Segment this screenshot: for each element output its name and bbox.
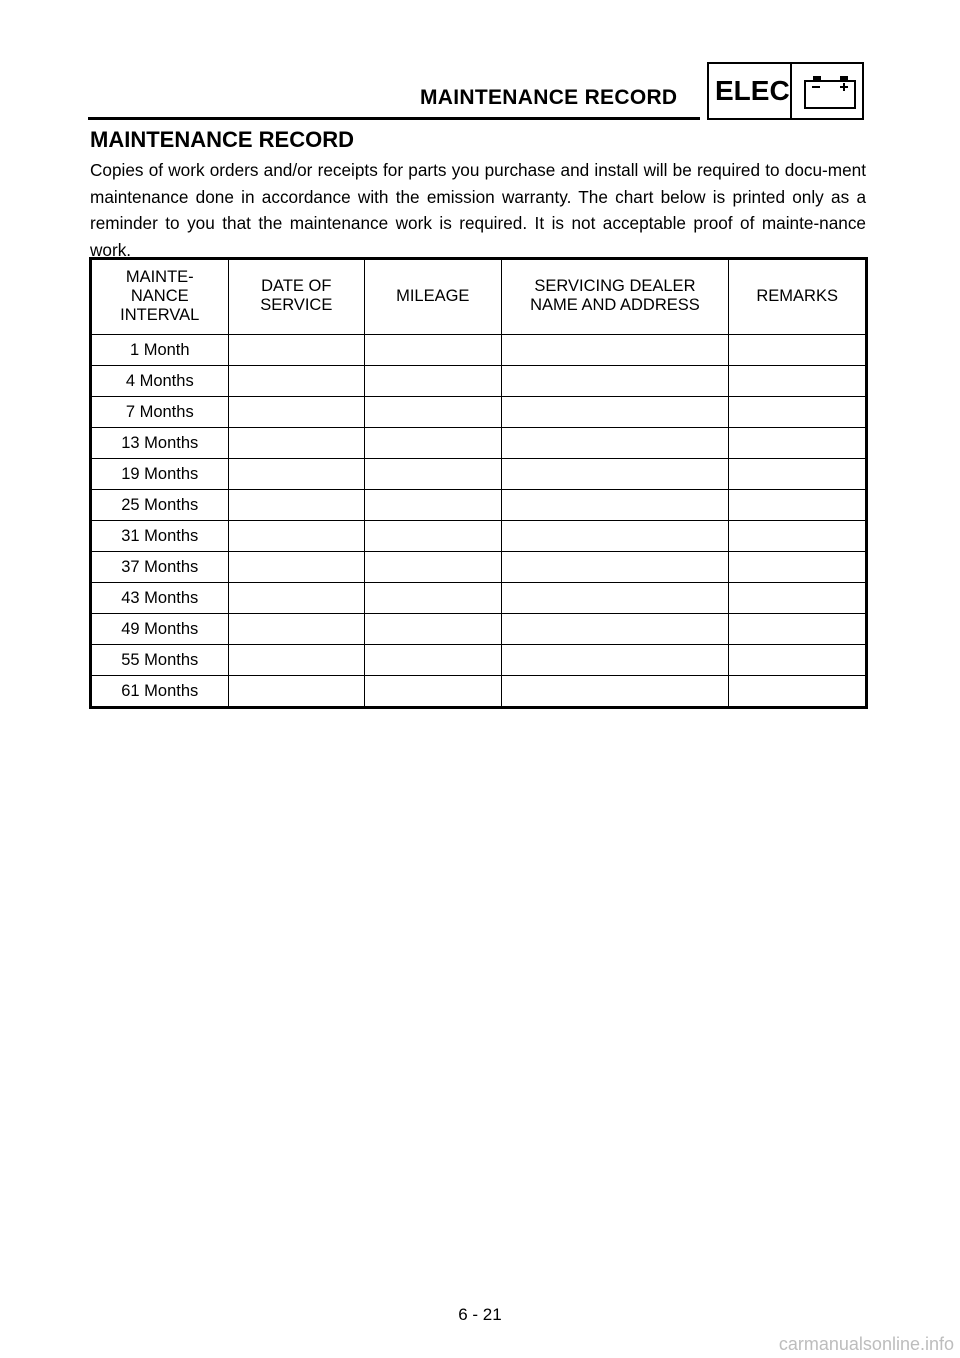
table-row [91,521,867,552]
cell-mileage [365,645,501,676]
maintenance-record-table [89,257,868,709]
section-code-divider [790,64,792,118]
cell-mileage [365,521,501,552]
section-code: ELEC [715,75,790,106]
table-row [91,490,867,521]
cell-remarks [729,521,867,552]
cell-dealer [501,676,729,708]
cell-dealer [501,521,729,552]
cell-mileage [365,366,501,397]
table-row [91,614,867,645]
cell-interval: 49 Months [91,614,229,645]
cell-interval: 19 Months [91,459,229,490]
cell-dealer [501,490,729,521]
cell-date-of-service [228,428,364,459]
cell-interval: 31 Months [91,521,229,552]
cell-interval: 4 Months [91,366,229,397]
table-row [91,459,867,490]
table-row [91,366,867,397]
cell-date-of-service [228,397,364,428]
cell-dealer [501,583,729,614]
column-header-date-of-service: DATE OF SERVICE [228,259,364,335]
battery-icon [803,76,857,110]
column-header-mileage: MILEAGE [365,259,501,335]
cell-interval: 13 Months [91,428,229,459]
watermark: carmanualsonline.info [778,1334,954,1354]
table-row [91,397,867,428]
cell-interval: 25 Months [91,490,229,521]
cell-date-of-service [228,614,364,645]
cell-dealer [501,428,729,459]
cell-dealer [501,366,729,397]
cell-mileage [365,459,501,490]
column-header-interval: MAINTE- NANCE INTERVAL [91,259,229,335]
cell-dealer [501,645,729,676]
cell-interval: 55 Months [91,645,229,676]
page-number: 6 - 21 [458,1305,502,1324]
table-row [91,335,867,366]
cell-remarks [729,366,867,397]
cell-remarks [729,397,867,428]
section-title: MAINTENANCE RECORD [90,127,354,152]
table-row [91,676,867,708]
cell-mileage [365,428,501,459]
cell-remarks [729,335,867,366]
cell-interval: 37 Months [91,552,229,583]
table-row [91,645,867,676]
intro-paragraph: Copies of work orders and/or receipts for parts you purchase and install will be required to docu-ment maintenance done in accordance with the emission warranty. The chart below is printed only as a reminder to you that the maintenance work is required. It is not acceptable proof of mainte-nance work. [90,160,866,260]
section-code-box [707,62,864,120]
cell-date-of-service [228,459,364,490]
cell-remarks [729,552,867,583]
cell-interval: 43 Months [91,583,229,614]
table-row [91,552,867,583]
header-rule [88,117,700,120]
cell-date-of-service [228,366,364,397]
cell-date-of-service [228,676,364,708]
cell-mileage [365,583,501,614]
cell-interval: 1 Month [91,335,229,366]
cell-date-of-service [228,645,364,676]
cell-mileage [365,552,501,583]
cell-dealer [501,335,729,366]
cell-dealer [501,552,729,583]
table-row [91,583,867,614]
cell-remarks [729,583,867,614]
cell-mileage [365,397,501,428]
cell-mileage [365,335,501,366]
cell-dealer [501,614,729,645]
cell-date-of-service [228,335,364,366]
cell-remarks [729,428,867,459]
table-body [91,335,867,708]
cell-interval: 7 Months [91,397,229,428]
cell-remarks [729,459,867,490]
cell-mileage [365,490,501,521]
header-title: MAINTENANCE RECORD [420,86,678,109]
cell-mileage [365,614,501,645]
cell-date-of-service [228,490,364,521]
cell-interval: 61 Months [91,676,229,708]
cell-remarks [729,676,867,708]
table-row [91,428,867,459]
cell-remarks [729,645,867,676]
column-header-remarks: REMARKS [729,259,867,335]
table-header-row [91,259,867,335]
cell-remarks [729,490,867,521]
cell-date-of-service [228,521,364,552]
column-header-dealer: SERVICING DEALER NAME AND ADDRESS [501,259,729,335]
cell-dealer [501,459,729,490]
cell-dealer [501,397,729,428]
cell-mileage [365,676,501,708]
cell-date-of-service [228,583,364,614]
cell-remarks [729,614,867,645]
cell-date-of-service [228,552,364,583]
